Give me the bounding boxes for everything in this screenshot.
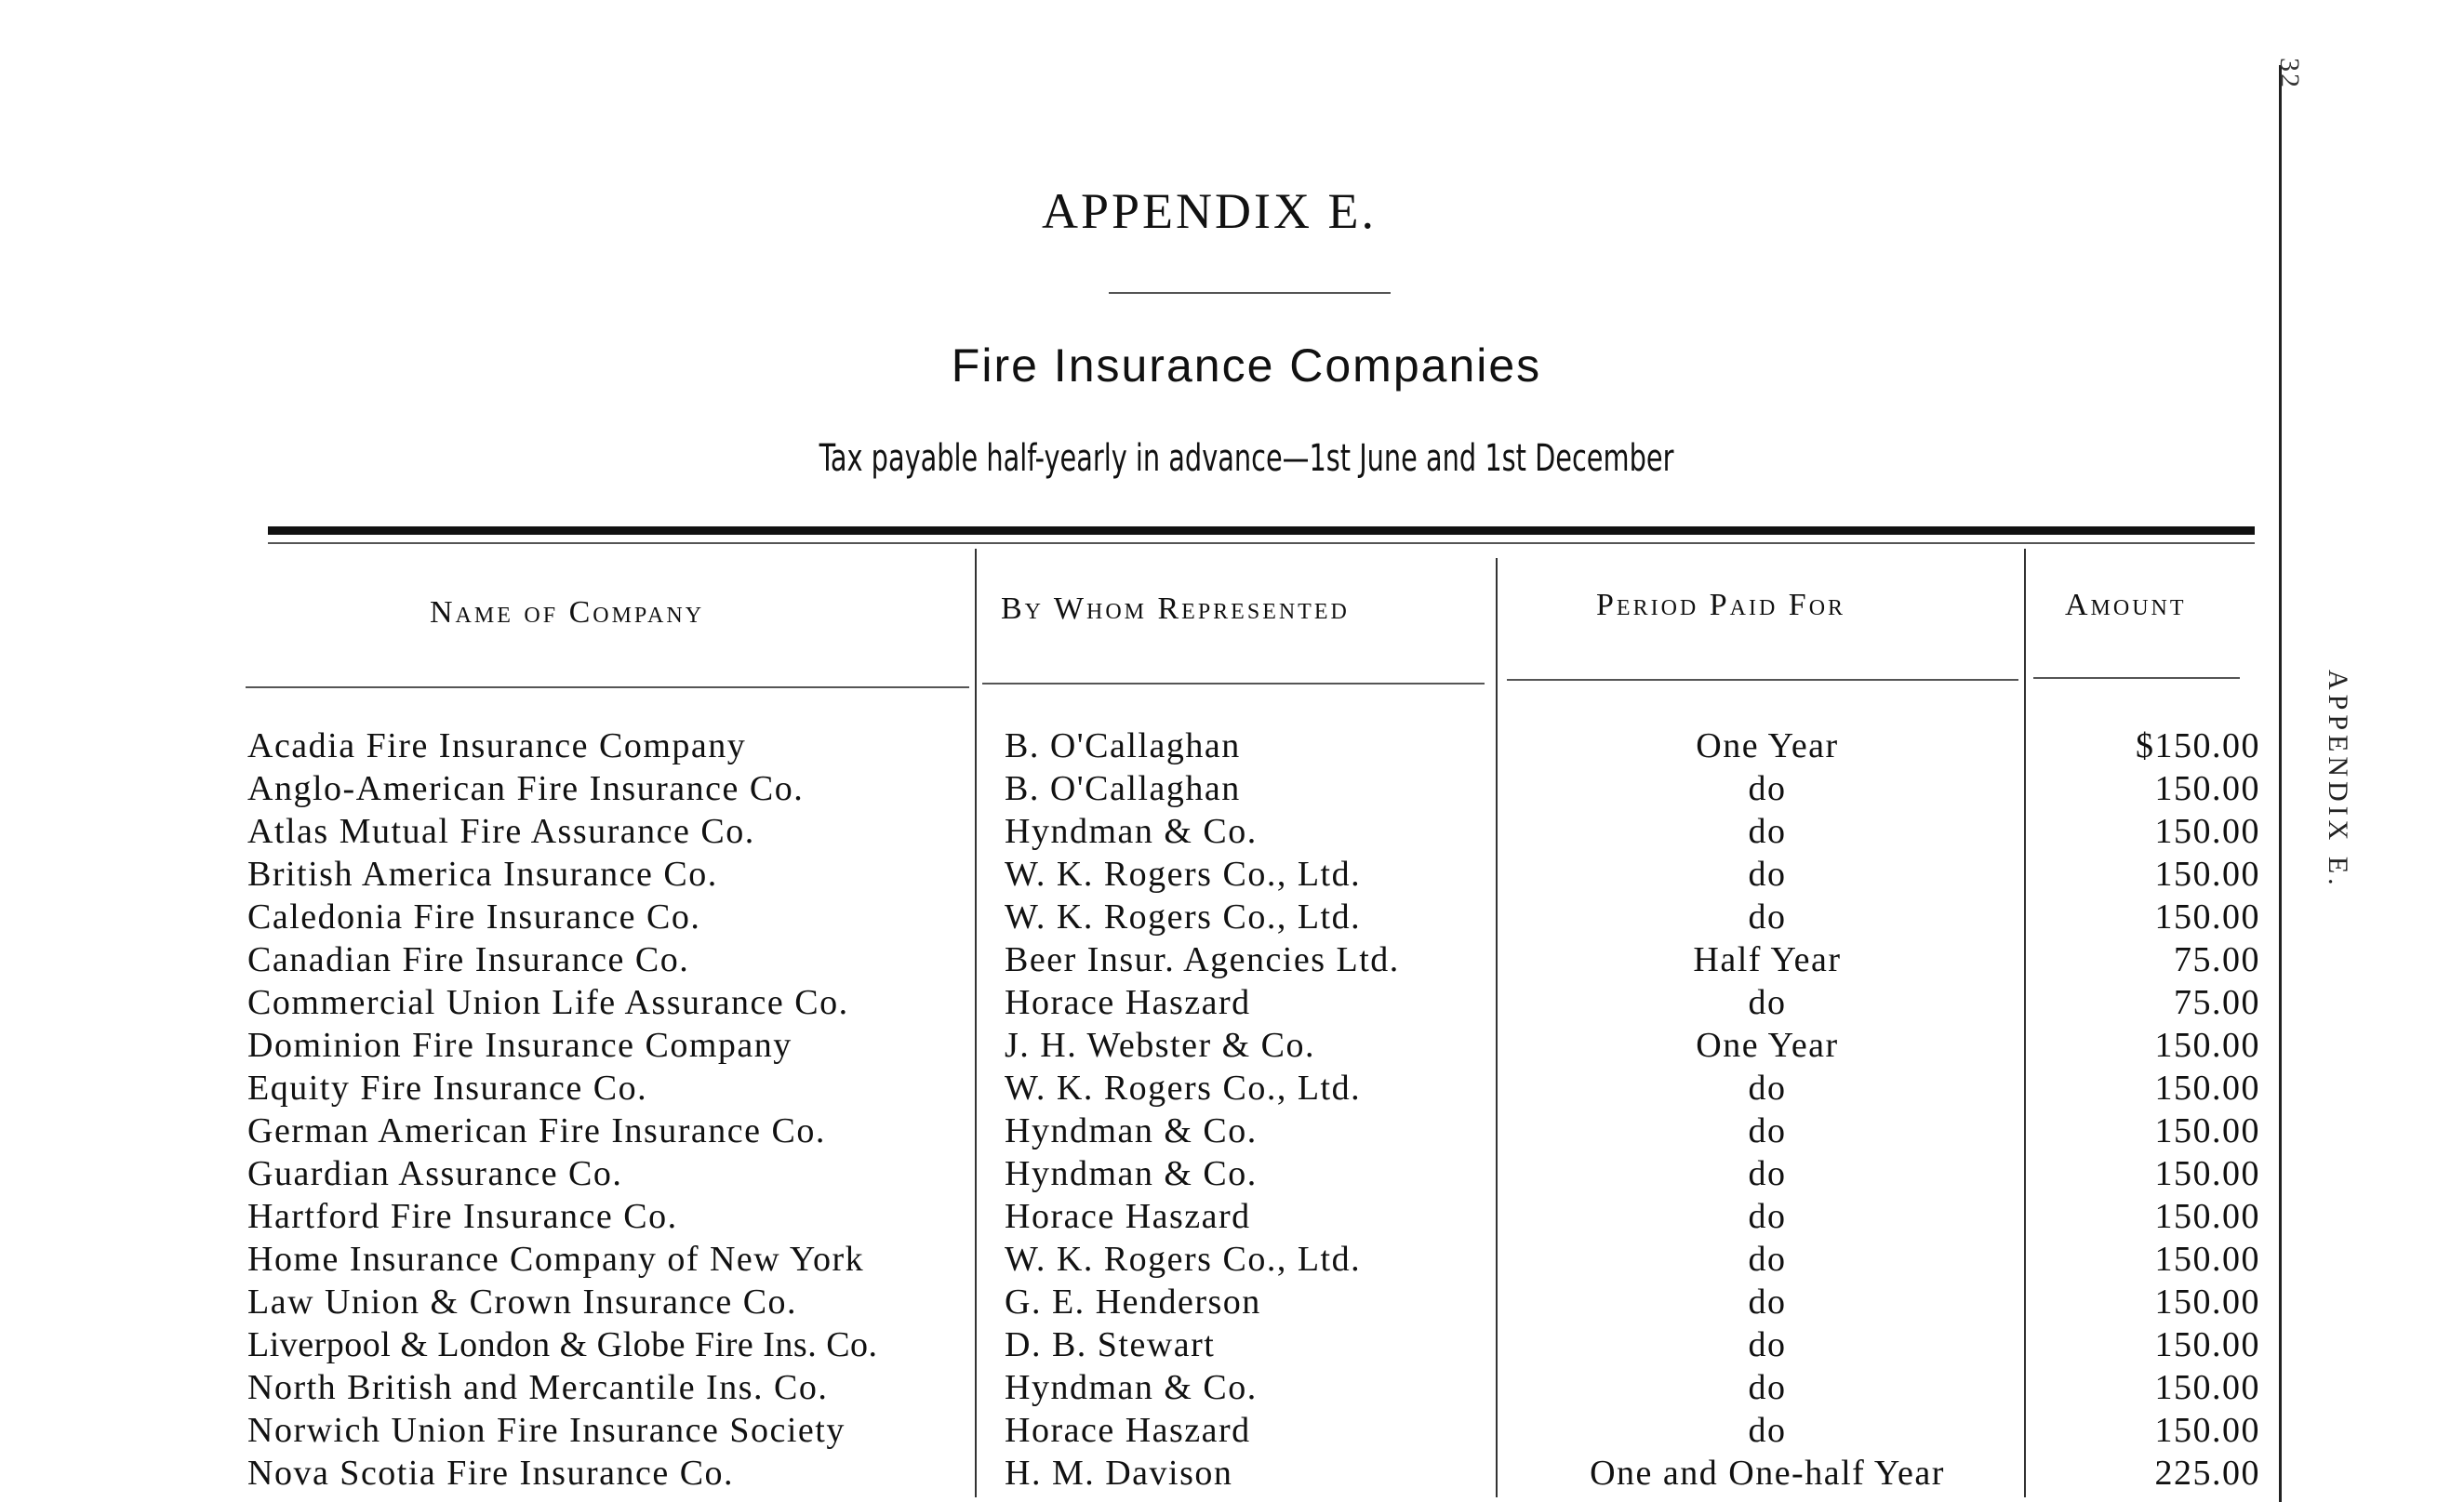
period-paid: do [1748,1325,1787,1364]
company-name: Anglo-American Fire Insurance Co. [247,769,805,808]
amount: 150.00 [2154,1411,2260,1450]
period-paid: do [1748,1368,1787,1407]
title-divider [1109,292,1391,294]
company-name: Dominion Fire Insurance Company [247,1026,792,1065]
column-header-represented: By Whom Represented [1001,591,1350,626]
table-row [0,768,2464,811]
header-underline [246,686,969,688]
representative: G. E. Henderson [1005,1283,1261,1322]
column-header-amount: Amount [2065,588,2187,622]
header-underline [1507,679,2018,681]
representative: Hyndman & Co. [1005,1368,1258,1407]
company-name: Atlas Mutual Fire Assurance Co. [247,812,755,851]
period-paid: do [1748,983,1787,1022]
representative: Hyndman & Co. [1005,812,1258,851]
amount: 150.00 [2154,1368,2260,1407]
company-name: Caledonia Fire Insurance Co. [247,897,701,937]
company-name: British America Insurance Co. [247,855,718,894]
period-paid: do [1748,769,1787,808]
period-paid: do [1748,855,1787,894]
period-paid: do [1748,897,1787,937]
period-paid: do [1748,1069,1787,1108]
representative: J. H. Webster & Co. [1005,1026,1316,1065]
period-paid: One and One-half Year [1590,1454,1945,1493]
table-row [0,1410,2464,1453]
column-header-period: Period Paid For [1596,588,1846,622]
company-name: Hartford Fire Insurance Co. [247,1197,678,1236]
amount: 150.00 [2154,897,2260,937]
company-name: Equity Fire Insurance Co. [247,1069,648,1108]
representative: W. K. Rogers Co., Ltd. [1005,1069,1362,1108]
company-name: Norwich Union Fire Insurance Society [247,1411,846,1450]
table-row [0,1282,2464,1324]
representative: D. B. Stewart [1005,1325,1216,1364]
table-row [0,1367,2464,1410]
table-row [0,1025,2464,1068]
period-paid: do [1748,1240,1787,1279]
amount: 150.00 [2154,1069,2260,1108]
table-top-thin-rule [268,542,2255,544]
table-row [0,725,2464,768]
representative: Horace Haszard [1005,1197,1251,1236]
amount: 75.00 [2174,983,2260,1022]
amount: 150.00 [2154,1325,2260,1364]
tax-note: Tax payable half-yearly in advance—1st June and 1st December [819,437,1674,480]
appendix-title: APPENDIX E. [1041,183,1377,239]
company-name: Canadian Fire Insurance Co. [247,940,690,979]
amount: 150.00 [2154,769,2260,808]
period-paid: do [1748,1283,1787,1322]
table-row [0,1324,2464,1367]
company-name: Guardian Assurance Co. [247,1154,623,1193]
amount: 150.00 [2154,1154,2260,1193]
side-running-head: APPENDIX E. [2323,670,2353,890]
period-paid: do [1748,1154,1787,1193]
company-name: Commercial Union Life Assurance Co. [247,983,849,1022]
period-paid: One Year [1696,1026,1839,1065]
table-row [0,1239,2464,1282]
amount: 225.00 [2154,1454,2260,1493]
company-name: German American Fire Insurance Co. [247,1111,826,1150]
period-paid: One Year [1696,726,1839,765]
period-paid: do [1748,1197,1787,1236]
table-row [0,1453,2464,1495]
table-row [0,939,2464,982]
representative: Hyndman & Co. [1005,1111,1258,1150]
period-paid: do [1748,812,1787,851]
table-row [0,1110,2464,1153]
header-underline [2033,677,2240,679]
amount: 75.00 [2174,940,2260,979]
representative: B. O'Callaghan [1005,769,1241,808]
table-row [0,1153,2464,1196]
column-header-name: Name of Company [430,595,705,630]
representative: Hyndman & Co. [1005,1154,1258,1193]
company-name: Acadia Fire Insurance Company [247,726,747,765]
representative: Horace Haszard [1005,983,1251,1022]
page-number: 32 [2274,58,2305,89]
table-top-thick-rule [268,526,2255,535]
representative: Beer Insur. Agencies Ltd. [1005,940,1400,979]
table-row [0,1196,2464,1239]
amount: 150.00 [2154,1197,2260,1236]
representative: W. K. Rogers Co., Ltd. [1005,897,1362,937]
period-paid: do [1748,1411,1787,1450]
section-subtitle: Fire Insurance Companies [951,339,1542,392]
representative: Horace Haszard [1005,1411,1251,1450]
table-row [0,982,2464,1025]
table-row [0,897,2464,939]
company-name: Liverpool & London & Globe Fire Ins. Co. [247,1325,878,1364]
amount: 150.00 [2154,855,2260,894]
period-paid: do [1748,1111,1787,1150]
company-name: Nova Scotia Fire Insurance Co. [247,1454,735,1493]
amount: 150.00 [2154,1283,2260,1322]
amount: 150.00 [2154,1026,2260,1065]
table-row [0,1068,2464,1110]
representative: W. K. Rogers Co., Ltd. [1005,855,1362,894]
amount: 150.00 [2154,812,2260,851]
company-name: Law Union & Crown Insurance Co. [247,1283,798,1322]
representative: B. O'Callaghan [1005,726,1241,765]
amount: 150.00 [2154,1111,2260,1150]
period-paid: Half Year [1693,940,1842,979]
amount: 150.00 [2154,1240,2260,1279]
header-underline [982,683,1485,685]
table-row [0,811,2464,854]
representative: H. M. Davison [1005,1454,1233,1493]
amount: $150.00 [2136,726,2260,765]
company-name: North British and Mercantile Ins. Co. [247,1368,829,1407]
company-name: Home Insurance Company of New York [247,1240,865,1279]
table-row [0,854,2464,897]
representative: W. K. Rogers Co., Ltd. [1005,1240,1362,1279]
